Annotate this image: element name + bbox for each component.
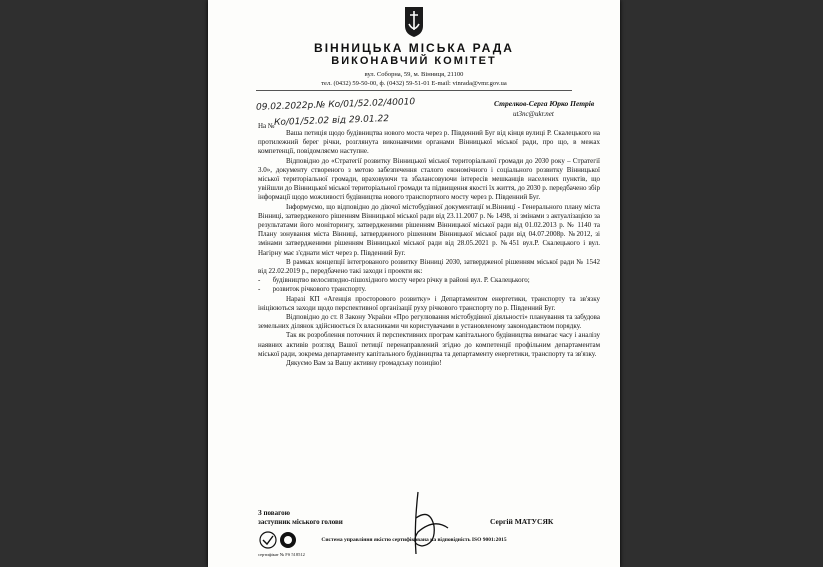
org-contacts: тел. (0432) 59-50-00, ф. (0432) 59-51-01 E-mail: vinrada@vmr.gov.ua <box>321 80 507 87</box>
closing-text: З повагою <box>258 509 290 517</box>
na-label: На № <box>258 122 275 130</box>
cert-number: сертифікат № FS 518512 <box>258 552 305 557</box>
body-paragraph: Відповідно до ст. 8 Закону України «Про регулювання містобудівної діяльності» планування та забудова земельних ділянок здійснюється їх власниками чи користувачами в установленому законодавством порядку. <box>258 313 600 331</box>
body-paragraph: Дякуємо Вам за Вашу активну громадську позицію! <box>286 359 442 368</box>
bullet-item: - розвиток річкового транспорту. <box>258 285 367 294</box>
recipient-email: ut3nc@ukr.net <box>513 110 554 118</box>
body-paragraph: Наразі КП «Агенція просторового розвитку» і Департаментом енергетики, транспорту та зв'язку ініціюються заходи щодо перспективної організації руху річкового транспорту по р. Південний Буг. <box>258 294 600 312</box>
handwritten-date-number: 09.02.2022р.№ Ко/01/52.02/40010 <box>255 97 416 113</box>
letter-page <box>208 0 620 567</box>
org-title: ВІННИЦЬКА МІСЬКА РАДА <box>314 41 514 55</box>
header-divider <box>256 90 572 91</box>
handwritten-reply-ref: Ко/01/52.02 від 29.01.22 <box>273 113 390 129</box>
handwritten-signature <box>400 488 460 558</box>
body-paragraph: Інформуємо, що відповідно до діючої містобудівної документації м.Вінниці - Генерального плану міста Вінниці, затвердженого рішенням Вінницької міської ради від 23.11.2007 р. № 1498, зі змінами з актуалізацією за результатами його моніторингу, затвердженими рішенням Вінницької міської ради від 01.02.2013 р. № 1140 та Плану зонування міста Вінниці, затвердженого рішенням Вінницької міської ради від 04.07.2008р. №2012, зі змінами затвердженими рішенням Вінницької міської ради від 28.05.2021 р. №451 вул.Р. Скалецького і вул. Нагірну має з'єднати міст через р. Південний Буг. <box>258 202 600 257</box>
recipient-name: Стрелков-Серга Юрко Петрів <box>494 99 595 108</box>
org-address: вул. Соборна, 59, м. Вінниця, 21100 <box>364 71 464 78</box>
letter-body <box>258 129 600 368</box>
signer-name: Сергій МАТУСЯК <box>490 517 554 526</box>
org-subtitle: ВИКОНАВЧИЙ КОМІТЕТ <box>331 55 497 67</box>
signer-position: заступник міського голови <box>258 518 343 526</box>
body-paragraph: Ваша петиція щодо будівництва нового моста через р. Південний Буг від кінця вулиці Р. Скалецького на протилежний берег річки, розглянута виконавчими органами Вінницької міської ради, про що, в межах компетенції, повідомляємо наступне. <box>258 129 600 156</box>
body-paragraph: Так як розроблення поточних й перспективних програм капітального будівництва вимагає часу і аналізу наявних активів розгляд Вашої петиції перенаправлений згідно до компетенції профільним департаментам міської ради, зокрема департаменту капітального будівництва та департаменту енергетики, транспорту та зв'язку. <box>258 331 600 358</box>
body-paragraph: Відповідно до «Стратегії розвитку Вінницької міської територіальної громади до 2030 року – Стратегії 3.0», документу створеного з метою забезпечення сталого економічного і соціального розвитку Вінницької міської територіальної громади, враховуючи та збалансовуючи інтересів мешканців населених пунктів, що увійшли до Вінницької міської територіальної громади та підвищення якості їх життя, до 2030 р. передбачено збір інформації щодо можливості будівництва нового транспортного мосту через р. Південний Буг. <box>258 156 600 202</box>
coat-of-arms-icon <box>404 6 424 38</box>
signature-block <box>258 509 343 527</box>
iso-line: Система управління якістю сертифікована на відповідність ISO 9001:2015 <box>321 537 507 543</box>
body-paragraph: В рамках концепції інтегрованого розвитку Вінниці 2030, затвердженої рішенням міської ради № 1542 від 22.02.2019 р., передбачено такі заходи і проекти як: <box>258 257 600 276</box>
bullet-item: - будівництво велосипедно-пішохідного мосту через річку в районі вул. Р. Скалецького; <box>258 276 530 285</box>
